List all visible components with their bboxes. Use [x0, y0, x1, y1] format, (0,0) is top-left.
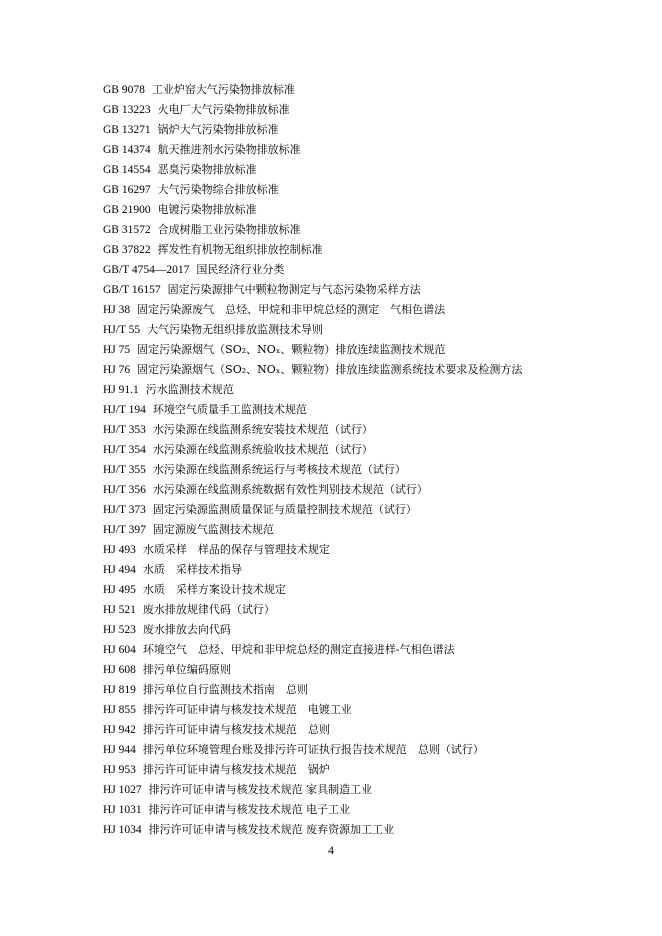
reference-item: [103, 820, 643, 840]
reference-code: HJ 521: [103, 604, 136, 616]
reference-item: [103, 120, 643, 140]
reference-title: 水质 采样技术指导: [142, 563, 242, 576]
reference-title: 挥发性有机物无组织排放控制标准: [157, 243, 323, 256]
reference-item: [103, 340, 643, 360]
reference-item: [103, 720, 643, 740]
reference-item: [103, 260, 643, 280]
reference-title: 环境空气 总烃、甲烷和非甲烷总烃的测定直接进样-气相色谱法: [142, 643, 455, 656]
reference-code: HJ 523: [103, 624, 136, 636]
reference-code: HJ 75: [103, 344, 131, 356]
reference-code: HJ 1034: [103, 824, 142, 836]
reference-title: 恶臭污染物排放标准: [157, 163, 257, 176]
reference-item: [103, 280, 643, 300]
reference-title: 水污染源在线监测系统验收技术规范（试行）: [152, 443, 373, 456]
reference-code: HJ 1027: [103, 784, 142, 796]
reference-code: HJ 953: [103, 764, 136, 776]
reference-code: HJ/T 194: [103, 404, 146, 416]
reference-code: GB 14554: [103, 164, 151, 176]
reference-item: [103, 300, 643, 320]
reference-item: [103, 620, 643, 640]
reference-code: HJ/T 355: [103, 464, 146, 476]
reference-code: HJ 944: [103, 744, 136, 756]
reference-item: [103, 800, 643, 820]
reference-title: 排污许可证申请与核发技术规范 电镀工业: [142, 703, 352, 716]
reference-code: GB 21900: [103, 204, 151, 216]
reference-code: HJ/T 356: [103, 484, 146, 496]
reference-title: 固定污染源监测质量保证与质量控制技术规范（试行）: [152, 503, 417, 516]
reference-code: GB 16297: [103, 184, 151, 196]
reference-item: [103, 160, 643, 180]
reference-title: 电镀污染物排放标准: [157, 203, 257, 216]
reference-code: HJ 604: [103, 644, 136, 656]
reference-title: 合成树脂工业污染物排放标准: [157, 223, 301, 236]
reference-item: [103, 400, 643, 420]
reference-title: 排污许可证申请与核发技术规范 家具制造工业: [148, 783, 373, 796]
reference-title: 排污许可证申请与核发技术规范 电子工业: [148, 803, 351, 816]
reference-code: GB 37822: [103, 244, 151, 256]
reference-code: HJ/T 353: [103, 424, 146, 436]
reference-title: 固定源废气监测技术规范: [152, 523, 274, 536]
reference-item: [103, 240, 643, 260]
reference-title: 排污单位自行监测技术指南 总则: [142, 683, 308, 696]
page-number: 4: [328, 843, 334, 857]
reference-code: GB 14374: [103, 144, 151, 156]
reference-item: [103, 520, 643, 540]
reference-title: 水污染源在线监测系统运行与考核技术规范（试行）: [152, 463, 406, 476]
reference-title: 固定污染源烟气（SO₂、NOₓ、颗粒物）排放连续监测系统技术要求及检测方法: [137, 363, 523, 376]
reference-item: [103, 380, 643, 400]
reference-code: HJ 76: [103, 364, 131, 376]
reference-item: [103, 780, 643, 800]
reference-code: HJ 942: [103, 724, 136, 736]
reference-code: HJ 1031: [103, 804, 142, 816]
reference-item: [103, 200, 643, 220]
reference-item: [103, 460, 643, 480]
reference-item: [103, 360, 643, 380]
reference-item: [103, 480, 643, 500]
reference-title: 污水监测技术规范: [145, 383, 234, 396]
reference-code: HJ 495: [103, 584, 136, 596]
reference-title: 排污许可证申请与核发技术规范 废弃资源加工工业: [148, 823, 395, 836]
normative-reference-list: [103, 80, 643, 840]
reference-code: GB 13223: [103, 104, 151, 116]
reference-item: [103, 180, 643, 200]
reference-item: [103, 420, 643, 440]
reference-code: GB/T 4754—2017: [103, 264, 190, 276]
reference-title: 环境空气质量手工监测技术规范: [152, 403, 307, 416]
reference-item: [103, 80, 643, 100]
reference-title: 航天推进剂水污染物排放标准: [157, 143, 301, 156]
reference-code: GB 31572: [103, 224, 151, 236]
reference-code: HJ 608: [103, 664, 136, 676]
reference-item: [103, 320, 643, 340]
reference-code: HJ 819: [103, 684, 136, 696]
reference-title: 排污许可证申请与核发技术规范 锅炉: [142, 763, 330, 776]
reference-item: [103, 140, 643, 160]
reference-item: [103, 640, 643, 660]
reference-item: [103, 580, 643, 600]
reference-code: HJ 494: [103, 564, 136, 576]
reference-title: 固定污染源排气中颗粒物测定与气态污染物采样方法: [167, 283, 421, 296]
reference-item: [103, 680, 643, 700]
reference-title: 工业炉窑大气污染物排放标准: [151, 83, 295, 96]
reference-title: 废水排放规律代码（试行）: [142, 603, 275, 616]
reference-item: [103, 220, 643, 240]
reference-title: 废水排放去向代码: [142, 623, 231, 636]
reference-title: 锅炉大气污染物排放标准: [157, 123, 279, 136]
reference-title: 排污单位编码原则: [142, 663, 231, 676]
reference-title: 水污染源在线监测系统安装技术规范（试行）: [152, 423, 373, 436]
reference-item: [103, 740, 643, 760]
reference-title: 排污单位环境管理台账及排污许可证执行报告技术规范 总则（试行）: [142, 743, 484, 756]
reference-title: 火电厂大气污染物排放标准: [157, 103, 290, 116]
reference-title: 水污染源在线监测系统数据有效性判别技术规范（试行）: [152, 483, 428, 496]
reference-code: GB 9078: [103, 84, 145, 96]
reference-code: HJ/T 397: [103, 524, 146, 536]
reference-item: [103, 760, 643, 780]
reference-code: HJ 91.1: [103, 384, 139, 396]
reference-item: [103, 560, 643, 580]
reference-item: [103, 600, 643, 620]
reference-title: 大气污染物综合排放标准: [157, 183, 279, 196]
reference-code: GB 13271: [103, 124, 151, 136]
reference-item: [103, 540, 643, 560]
reference-code: HJ 855: [103, 704, 136, 716]
reference-code: HJ/T 55: [103, 324, 141, 336]
reference-item: [103, 700, 643, 720]
reference-code: HJ/T 373: [103, 504, 146, 516]
reference-title: 水质 采样方案设计技术规定: [142, 583, 286, 596]
reference-code: GB/T 16157: [103, 284, 161, 296]
reference-item: [103, 660, 643, 680]
reference-title: 大气污染物无组织排放监测技术导则: [147, 323, 324, 336]
reference-code: HJ 38: [103, 304, 131, 316]
reference-code: HJ/T 354: [103, 444, 146, 456]
reference-code: HJ 493: [103, 544, 136, 556]
reference-item: [103, 440, 643, 460]
reference-title: 固定污染源废气 总烃、甲烷和非甲烷总烃的测定 气相色谱法: [137, 303, 446, 316]
reference-title: 国民经济行业分类: [196, 263, 285, 276]
reference-title: 固定污染源烟气（SO₂、NOₓ、颗粒物）排放连续监测技术规范: [137, 343, 446, 356]
reference-item: [103, 100, 643, 120]
reference-item: [103, 500, 643, 520]
reference-title: 排污许可证申请与核发技术规范 总则: [142, 723, 330, 736]
reference-title: 水质采样 样品的保存与管理技术规定: [142, 543, 330, 556]
